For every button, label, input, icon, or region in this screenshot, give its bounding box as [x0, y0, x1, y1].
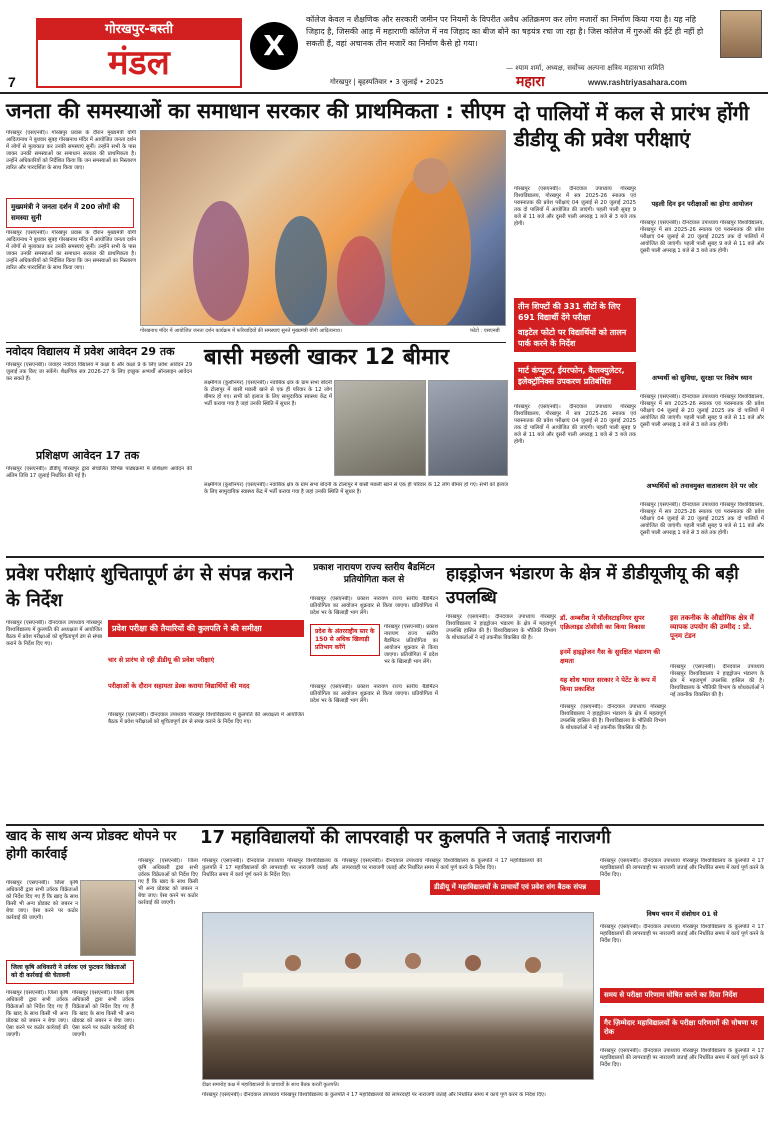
story5-callout: प्रवेश परीक्षा की तैयारियों की कुलपति ने की समीक्षा	[108, 620, 304, 637]
story5-headline: प्रवेश परीक्षाएं शुचितापूर्ण ढंग से संपन्न कराने के निर्देश	[6, 564, 294, 611]
story8-point-2: गैर ज़िम्मेदार महाविद्यालयों के परीक्षा परिणामों की घोषणा पर रोक	[600, 1016, 764, 1040]
story2-side-head-2: अभ्यर्थी को सुविधा, सुरक्षा पर विशेष ध्यान	[651, 374, 753, 382]
story8-left-body-continued: गोरखपुर (एसएनबी)। जिला कृषि अधिकारी द्वारा सभी उर्वरक विक्रेताओं को निर्देश दिए गए हैं कि खाद के साथ किसी भी अन्य प्रोडक्ट को जबरन न बेचा जाए। ऐसा करने पर कठोर कार्रवाई की जाएगी।	[6, 990, 68, 1038]
story7-side-head: इस तकनीक के औद्योगिक क्षेत्र में व्यापक उपयोग की उम्मीद : प्रो. पूनम टंडन	[670, 614, 754, 640]
story4-photo-2	[428, 380, 508, 476]
story8-right-body-col: गोरखपुर (एसएनबी)। दीनदयाल उपाध्याय गोरखपुर विश्वविद्यालय के कुलपति ने 17 महाविद्यालयों की लापरवाही पर नाराजगी जताई और निर्धारित समय में कार्य पूर्ण करने के निर्देश दिए।	[600, 858, 764, 878]
story8-side-head: विषय चयन में संशोधन 01 से	[646, 910, 718, 918]
rule	[6, 556, 764, 558]
story6-callout: प्रदेश के अंतरराष्ट्रीय स्तर के 150 से अधिक खिलाड़ी प्रतिभाग करेंगे	[310, 624, 380, 656]
story8-left-headline: खाद के साथ अन्य प्रोडक्ट थोपने पर होगी कार्रवाई	[6, 829, 177, 862]
story1-caption: गोरखनाथ मंदिर में आयोजित जनता दर्शन कार्यक्रम में फरियादियों की समस्याएं सुनते मुख्यमंत्री योगी आदित्यनाथ।	[140, 328, 342, 334]
x-logo-icon: X	[250, 22, 298, 70]
story4-headline: बासी मछली खाकर 12 बीमार	[204, 345, 449, 370]
story6-headline: प्रकाश नारायण राज्य स्तरीय बैडमिंटन प्रतियोगिता कल से	[313, 563, 435, 585]
story6-body-intro: गोरखपुर (एसएनबी)। प्रकाश नारायण राज्य स्तरीय बैडमिंटन प्रतियोगिता का आयोजन शुक्रवार से किया जाएगा। प्रतियोगिता में प्रदेश भर के खिलाड़ी भाग लेंगे।	[310, 596, 438, 616]
header-quote: कॉलेज केवल न शैक्षणिक और सरकारी जमीन पर नियमों के विपरीत अवैध अतिक्रमण कर लोग मजारों का निर्माण किया गया है। यह नहि जिहाद है, जिसकी आड़ में महाराणी कॉलेज में नव जिहाद का बीज बोने का षड़यंत्र रचा जा रहा है। जिस कॉलेज में गुरुओं की ईंटें ही नहीं हो सकती हैं, वहां अचानक तीन मजारें का निर्माण कैसे हो गया।	[306, 15, 704, 48]
story8-point-1: समय से परीक्षा परिणाम घोषित करने का दिया निर्देश	[600, 988, 764, 1003]
story8-right-callout: डीडीयू में महाविद्यालयों के प्राचार्यों एवं प्रवेश संग बैठक संपन्न	[430, 880, 600, 895]
story3-headline: नवोदय विद्यालय में प्रवेश आवेदन 29 तक	[6, 345, 175, 358]
story8-side-body: गोरखपुर (एसएनबी)। दीनदयाल उपाध्याय गोरखपुर विश्वविद्यालय के कुलपति ने 17 महाविद्यालयों की लापरवाही पर नाराजगी जताई और निर्धारित समय में कार्य पूर्ण करने के निर्देश दिए।	[600, 924, 764, 944]
story6-body-side: गोरखपुर (एसएनबी)। प्रकाश नारायण राज्य स्तरीय बैडमिंटन प्रतियोगिता का आयोजन शुक्रवार से किया जाएगा। प्रतियोगिता में प्रदेश भर के खिलाड़ी भाग लेंगे।	[384, 624, 438, 665]
story5-point-1: चार से प्रारंभ से रही डीडीयू की प्रवेश परीक्षाएं	[108, 656, 215, 664]
story2-side-body-3: गोरखपुर (एसएनबी)। दीनदयाल उपाध्याय गोरखपुर विश्वविद्यालय, गोरखपुर में सत्र 2025-26 स्नातक एवं परास्नातक की प्रवेश परीक्षाएं 04 जुलाई से 20 जुलाई 2025 तक दो पालियों में आयोजित की जाएंगी। पहली पाली सुबह 9 बजे से 11 बजे और दूसरी पाली अपराह्न 1 बजे से 3 बजे तक होगी।	[640, 502, 764, 536]
story1-headline: जनता की समस्याओं का समाधान सरकार की प्राथमिकता : सीएम	[6, 99, 505, 123]
story4-body-continued: लक्ष्मीगंज (कुशीनगर) (एसएनबी)। नवाबिक क्षेत्र के ग्राम सभा बोदनी के टोलापुर में बासी मछली खाने से एक ही परिवार के 12 लोग बीमार हो गए। सभी को इलाज के लिए सामुदायिक स्वास्थ्य केंद्र में भर्ती कराया गया है जहां उनकी स्थिति में सुधार है।	[204, 482, 508, 495]
story8-caption: दीक्षा समारोह कक्ष में महाविद्यालयों के प्राचार्यों के साथ बैठक करतीं कुलपति।	[202, 1082, 340, 1088]
story1-body: गोरखपुर (एसएनबी)। गोरखपुर प्रवास के दौरान मुख्यमंत्री योगी आदित्यनाथ ने बुधवार सुबह गोरखनाथ मंदिर में आयोजित जनता दर्शन में लोगों से मुलाकात कर उनकी समस्याएं सुनीं। उन्होंने सभी के पास जाकर उनकी समस्याओं का समाधान सरकार की प्राथमिकता है। उन्होंने अधिकारियों को निर्देशित किया कि जन समस्याओं का निस्तारण त्वरित और पारदर्शिता के साथ किया जाए।	[6, 130, 136, 171]
story8-right-headline: 17 महाविद्यालयों की लापरवाही पर कुलपति ने जताई नाराजगी	[200, 827, 611, 848]
edition-logo	[36, 18, 242, 88]
story3-body: गोरखपुर (एसएनबी)। जवाहर नवोदय विद्यालय में कक्षा 6 और कक्षा 9 के लिए प्रवेश आवेदन 29 जुलाई तक किए जा सकेंगे। शैक्षणिक सत्र 2026-27 के लिए इच्छुक अभ्यर्थी ऑनलाइन आवेदन कर सकते हैं।	[6, 362, 192, 382]
story3-subhead: प्रशिक्षण आवेदन 17 तक	[36, 449, 140, 462]
story7-body-continued: गोरखपुर (एसएनबी)। दीनदयाल उपाध्याय गोरखपुर विश्वविद्यालय ने हाइड्रोजन भंडारण के क्षेत्र में महत्वपूर्ण उपलब्धि हासिल की है। विश्वविद्यालय के भौतिकी विभाग के शोधकर्ताओं ने नई तकनीक विकसित की है।	[560, 704, 666, 731]
story8-right-body-2: गोरखपुर (एसएनबी)। दीनदयाल उपाध्याय गोरखपुर विश्वविद्यालय के कुलपति ने 17 महाविद्यालयों की लापरवाही पर नाराजगी जताई और निर्धारित समय में कार्य पूर्ण करने के निर्देश दिए।	[342, 858, 542, 871]
story4-photo-1	[334, 380, 426, 476]
website: www.rashtriyasahara.com	[588, 78, 687, 87]
story1-body-continued: गोरखपुर (एसएनबी)। गोरखपुर प्रवास के दौरान मुख्यमंत्री योगी आदित्यनाथ ने बुधवार सुबह गोरखनाथ मंदिर में आयोजित जनता दर्शन में लोगों से मुलाकात कर उनकी समस्याएं सुनीं। उन्होंने सभी के पास जाकर उनकी समस्याओं का समाधान सरकार की प्राथमिकता है। उन्होंने अधिकारियों को निर्देशित किया कि जन समस्याओं का निस्तारण त्वरित और पारदर्शिता के साथ किया जाए।	[6, 230, 136, 271]
story1-callout: मुख्यमंत्री ने जनता दर्शन में 200 लोगों की समस्या सुनी	[6, 198, 134, 228]
story1-photo-credit: फोटो : एसएनबी	[470, 328, 500, 334]
story1-photo-figures	[141, 131, 506, 326]
story5-point-2: परीक्षाओं के दौरान सहायता डेस्क कराया विद्यार्थियों की मदद	[108, 682, 250, 690]
story6-body: गोरखपुर (एसएनबी)। प्रकाश नारायण राज्य स्तरीय बैडमिंटन प्रतियोगिता का आयोजन शुक्रवार से किया जाएगा। प्रतियोगिता में प्रदेश भर के खिलाड़ी भाग लेंगे।	[310, 684, 438, 704]
story5-body-continued: गोरखपुर (एसएनबी)। दीनदयाल उपाध्याय गोरखपुर विश्वविद्यालय में कुलपति की अध्यक्षता में आयोजित बैठक में प्रवेश परीक्षाओं को शुचितापूर्ण ढंग से संपन्न कराने के निर्देश दिए गए।	[108, 712, 304, 725]
story8-meeting-photo	[202, 912, 594, 1080]
story8-meeting-figures	[203, 913, 594, 1080]
story2-callout-3: मार्ट कंप्यूटर, ईयरफोन, कैलक्युलेटर, इलेक्ट्रॉनिक्स उपकरण प्रतिबंधित	[514, 362, 636, 390]
story4-body: लक्ष्मीगंज (कुशीनगर) (एसएनबी)। नवाबिक क्षेत्र के ग्राम सभा बोदनी के टोलापुर में बासी मछली खाने से एक ही परिवार के 12 लोग बीमार हो गए। सभी को इलाज के लिए सामुदायिक स्वास्थ्य केंद्र में भर्ती कराया गया है जहां उनकी स्थिति में सुधार है।	[204, 380, 332, 407]
story8-left-callout: जिला कृषि अधिकारी ने उर्वरक एवं फुटकर विक्रेताओं को दी कार्रवाई की चेतावनी	[6, 960, 134, 984]
masthead	[0, 0, 768, 94]
story2-headline: दो पालियों में कल से प्रारंभ होंगी डीडीयू की प्रवेश परीक्षाएं	[514, 101, 750, 151]
story5-body: गोरखपुर (एसएनबी)। दीनदयाल उपाध्याय गोरखपुर विश्वविद्यालय में कुलपति की अध्यक्षता में आयोजित बैठक में प्रवेश परीक्षाओं को शुचितापूर्ण ढंग से संपन्न कराने के निर्देश दिए गए।	[6, 620, 102, 647]
story8-left-body: गोरखपुर (एसएनबी)। जिला कृषि अधिकारी द्वारा सभी उर्वरक विक्रेताओं को निर्देश दिए गए हैं कि खाद के साथ किसी भी अन्य प्रोडक्ट को जबरन न बेचा जाए। ऐसा करने पर कठोर कार्रवाई की जाएगी।	[6, 880, 78, 921]
story2-callout-1: तीन शिफ्टों की 331 सीटों के लिए 691 विद्यार्थी देंगे परीक्षा	[514, 298, 636, 326]
story2-side-head: पहली दिन इन परीक्षाओं का होगा आयोजन	[651, 200, 753, 208]
story2-side-body-2: गोरखपुर (एसएनबी)। दीनदयाल उपाध्याय गोरखपुर विश्वविद्यालय, गोरखपुर में सत्र 2025-26 स्नातक एवं परास्नातक की प्रवेश परीक्षाएं 04 जुलाई से 20 जुलाई 2025 तक दो पालियों में आयोजित की जाएंगी। पहली पाली सुबह 9 बजे से 11 बजे और दूसरी पाली अपराह्न 1 बजे से 3 बजे तक होगी।	[640, 394, 764, 428]
story8-left-photo	[80, 880, 136, 956]
story2-side-head-3: अभ्यर्थियों को तनावमुक्त वातावरण देने पर जोर	[646, 482, 758, 490]
brand-name: महारा	[516, 74, 545, 90]
story2-side-body: गोरखपुर (एसएनबी)। दीनदयाल उपाध्याय गोरखपुर विश्वविद्यालय, गोरखपुर में सत्र 2025-26 स्नातक एवं परास्नातक की प्रवेश परीक्षाएं 04 जुलाई से 20 जुलाई 2025 तक दो पालियों में आयोजित की जाएंगी। पहली पाली सुबह 9 बजे से 11 बजे और दूसरी पाली अपराह्न 1 बजे से 3 बजे तक होगी।	[640, 220, 764, 254]
story7-point-3: यह शोध भारत सरकार ने पेटेंट के रूप में किया प्रकाशित	[560, 676, 656, 693]
story8-right-body: गोरखपुर (एसएनबी)। दीनदयाल उपाध्याय गोरखपुर विश्वविद्यालय के कुलपति ने 17 महाविद्यालयों की लापरवाही पर नाराजगी जताई और निर्धारित समय में कार्य पूर्ण करने के निर्देश दिए।	[202, 858, 338, 878]
story8-right-body-bottom: गोरखपुर (एसएनबी)। दीनदयाल उपाध्याय गोरखपुर विश्वविद्यालय के कुलपति ने 17 महाविद्यालयों की लापरवाही पर नाराजगी जताई और निर्धारित समय में कार्य पूर्ण करने के निर्देश दिए।	[202, 1092, 546, 1098]
page-number: 7	[8, 74, 16, 90]
edition-logo-main: मंडल	[108, 43, 170, 83]
story7-point-1: डॉ. अम्बरीश ने पॉलीस्टाइनियर सुपर एक्रिलाइड ठोसीसी का किया विकास	[560, 614, 645, 631]
edition-logo-top: गोरखपुर-बस्ती	[38, 20, 240, 40]
rule	[6, 342, 506, 343]
header-quote-attribution: — श्याम शर्मा, अध्यक्ष, सर्वोच्च अल्पना क्षत्रिय महासभा समिति	[506, 64, 665, 72]
story7-point-2: इनमें हाइड्रोजन गैस के सुरक्षित भंडारण की क्षमता	[560, 648, 661, 665]
rule	[6, 824, 764, 826]
story8-side-body-2: गोरखपुर (एसएनबी)। दीनदयाल उपाध्याय गोरखपुर विश्वविद्यालय के कुलपति ने 17 महाविद्यालयों की लापरवाही पर नाराजगी जताई और निर्धारित समय में कार्य पूर्ण करने के निर्देश दिए।	[600, 1048, 764, 1068]
story7-headline: हाइड्रोजन भंडारण के क्षेत्र में डीडीयूजीयू की बड़ी उपलब्धि	[446, 564, 739, 608]
story8-left-body-col2: गोरखपुर (एसएनबी)। जिला कृषि अधिकारी द्वारा सभी उर्वरक विक्रेताओं को निर्देश दिए गए हैं कि खाद के साथ किसी भी अन्य प्रोडक्ट को जबरन न बेचा जाए। ऐसा करने पर कठोर कार्रवाई की जाएगी।	[72, 990, 134, 1038]
story7-side-body: गोरखपुर (एसएनबी)। दीनदयाल उपाध्याय गोरखपुर विश्वविद्यालय ने हाइड्रोजन भंडारण के क्षेत्र में महत्वपूर्ण उपलब्धि हासिल की है। विश्वविद्यालय के भौतिकी विभाग के शोधकर्ताओं ने नई तकनीक विकसित की है।	[670, 664, 764, 698]
story3-body-2: गोरखपुर (एसएनबी)। डीडीयू गोरखपुर द्वारा संचालित विभिन्न पाठ्यक्रमों में प्रशिक्षण आवेदन की अंतिम तिथि 17 जुलाई निर्धारित की गई है।	[6, 466, 192, 479]
story2-body-continued: गोरखपुर (एसएनबी)। दीनदयाल उपाध्याय गोरखपुर विश्वविद्यालय, गोरखपुर में सत्र 2025-26 स्नातक एवं परास्नातक की प्रवेश परीक्षाएं 04 जुलाई से 20 जुलाई 2025 तक दो पालियों में आयोजित की जाएंगी। पहली पाली सुबह 9 बजे से 11 बजे और दूसरी पाली अपराह्न 1 बजे से 3 बजे तक होगी।	[514, 404, 636, 445]
story8-left-body-col3: गोरखपुर (एसएनबी)। जिला कृषि अधिकारी द्वारा सभी उर्वरक विक्रेताओं को निर्देश दिए गए हैं कि खाद के साथ किसी भी अन्य प्रोडक्ट को जबरन न बेचा जाए। ऐसा करने पर कठोर कार्रवाई की जाएगी।	[138, 858, 198, 906]
story2-callout-2: वाइटेल फोटो पर विद्यार्थियों को तालन पार्क करने के निर्देश	[514, 324, 636, 352]
story1-photo	[140, 130, 506, 326]
quote-portrait-photo	[720, 10, 762, 58]
dateline: गोरखपुर | बृहस्पतिवार • 3 जुलाई • 2025	[330, 78, 444, 86]
story7-body: गोरखपुर (एसएनबी)। दीनदयाल उपाध्याय गोरखपुर विश्वविद्यालय ने हाइड्रोजन भंडारण के क्षेत्र में महत्वपूर्ण उपलब्धि हासिल की है। विश्वविद्यालय के भौतिकी विभाग के शोधकर्ताओं ने नई तकनीक विकसित की है।	[446, 614, 556, 641]
story2-body: गोरखपुर (एसएनबी)। दीनदयाल उपाध्याय गोरखपुर विश्वविद्यालय, गोरखपुर में सत्र 2025-26 स्नातक एवं परास्नातक की प्रवेश परीक्षाएं 04 जुलाई से 20 जुलाई 2025 तक दो पालियों में आयोजित की जाएंगी। पहली पाली सुबह 9 बजे से 11 बजे और दूसरी पाली अपराह्न 1 बजे से 3 बजे तक होगी।	[514, 186, 636, 227]
